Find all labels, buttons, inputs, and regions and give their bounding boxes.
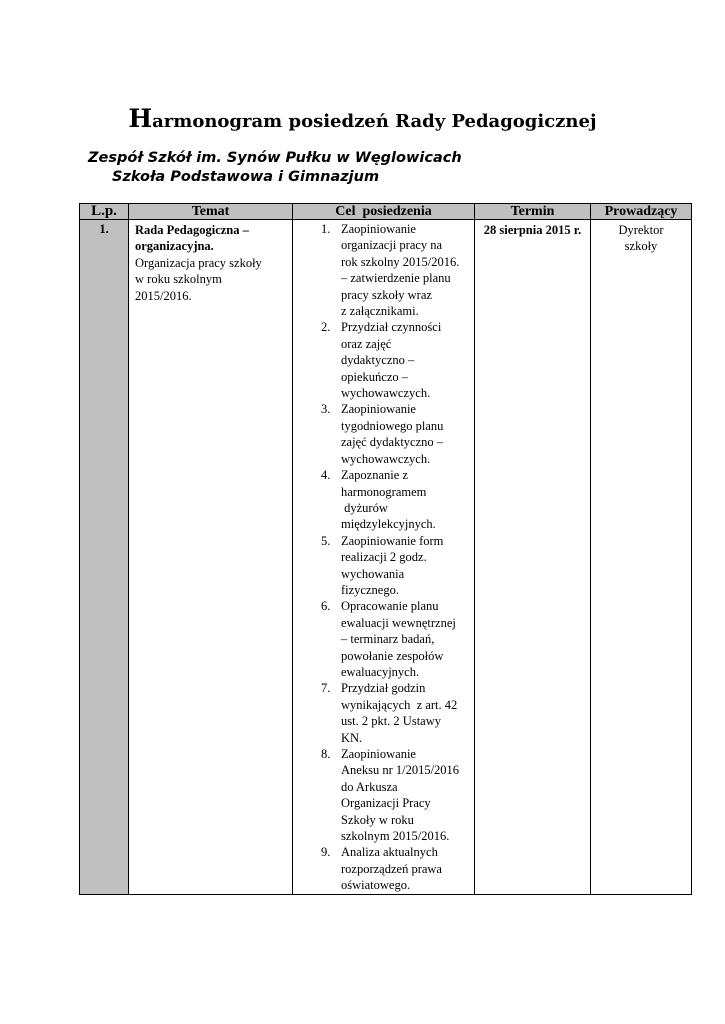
topic-title-line-1: Rada Pedagogiczna – [135, 223, 249, 237]
goal-line: – terminarz badań, [341, 632, 435, 647]
goal-line: Zaopiniowanie form [341, 533, 444, 548]
goal-line: Analiza aktualnych [341, 845, 438, 860]
goal-line: wynikających z art. 42 [341, 697, 458, 712]
header-termin: Termin [475, 204, 591, 220]
header-prowadzacy: Prowadzący [591, 204, 692, 220]
goal-number: 9. [321, 845, 331, 860]
goal-line: realizacji 2 godz. [341, 550, 427, 565]
topic-desc-line-3: 2015/2016. [135, 288, 192, 303]
page-title [0, 104, 725, 133]
topic-desc-line-1: Organizacja pracy szkoły [135, 255, 262, 270]
goal-line: dyżurów [341, 500, 388, 515]
goal-number: 1. [321, 222, 331, 236]
goal-line: powołanie zespołów [341, 648, 444, 663]
goal-item [293, 680, 474, 746]
goal-line: harmonogramem [341, 484, 427, 499]
goal-line: Szkoły w roku [341, 812, 414, 827]
goal-line: szkolnym 2015/2016. [341, 829, 450, 844]
goal-line: oświatowego. [341, 878, 411, 893]
goal-item [293, 746, 474, 844]
leader-line-1: Dyrektor [618, 223, 664, 237]
goal-line: Przydział czynności [341, 320, 442, 335]
goal-line: Zapoznanie z [341, 468, 408, 483]
goal-line: dydaktyczno – [341, 353, 415, 368]
goal-item [293, 467, 474, 533]
goal-number: 2. [321, 320, 331, 335]
goal-line: oraz zajęć [341, 336, 392, 351]
goal-number: 3. [321, 402, 331, 417]
goals-list [293, 220, 474, 894]
date-cell [475, 220, 591, 895]
goal-number: 6. [321, 599, 331, 614]
school-name: Zespół Szkół im. Synów Pułku w Węglowicach [88, 150, 462, 166]
goal-line: KN. [341, 730, 363, 745]
goal-line: Przydział godzin [341, 681, 426, 696]
goal-item [293, 533, 474, 599]
goal-item [293, 221, 474, 319]
goal-line: Organizacji Pracy [341, 796, 431, 811]
row-number: 1. [99, 222, 109, 236]
header-temat: Temat [129, 204, 293, 220]
goal-line: rok szkolny 2015/2016. [341, 254, 460, 269]
leader-cell [591, 220, 692, 895]
goal-line: z załącznikami. [341, 304, 419, 319]
goal-number: 5. [321, 533, 331, 548]
goal-line: Zaopiniowanie [341, 402, 416, 417]
title-initial: H [128, 104, 153, 133]
goal-item [293, 598, 474, 680]
goal-line: wychowawczych. [341, 451, 431, 466]
goal-number: 7. [321, 681, 331, 696]
header-lp: L.p. [80, 204, 129, 220]
goal-line: międzylekcyjnych. [341, 517, 436, 532]
goal-line: tygodniowego planu [341, 418, 444, 433]
goal-line: zajęć dydaktyczno – [341, 435, 444, 450]
goal-line: – zatwierdzenie planu [341, 271, 451, 286]
goal-line: ewaluacyjnych. [341, 664, 420, 679]
goal-line: Opracowanie planu [341, 599, 439, 614]
meeting-date: 28 sierpnia 2015 r. [483, 223, 582, 237]
goal-line: fizycznego. [341, 582, 399, 597]
goal-line: ewaluacji wewnętrznej [341, 615, 456, 630]
goal-item [293, 401, 474, 467]
goal-line: opiekuńczo – [341, 369, 408, 384]
goal-item [293, 319, 474, 401]
table-row [80, 220, 692, 895]
goal-line: Zaopiniowanie [341, 222, 416, 236]
goal-line: Aneksu nr 1/2015/2016 [341, 763, 460, 778]
header-cel: Cel posiedzenia [293, 204, 475, 220]
title-rest: armonogram posiedzeń Rady Pedagogicznej [152, 111, 597, 132]
schedule-table [79, 203, 692, 895]
goal-line: rozporządzeń prawa [341, 861, 442, 876]
goal-line: do Arkusza [341, 779, 398, 794]
topic-cell [129, 220, 293, 895]
goal-line: organizacji pracy na [341, 238, 443, 253]
goal-number: 4. [321, 468, 331, 483]
table-header-row [80, 204, 692, 220]
row-number-cell [80, 220, 129, 895]
goal-line: wychowania [341, 566, 405, 581]
goal-line: pracy szkoły wraz [341, 287, 432, 302]
goal-number: 8. [321, 747, 331, 761]
school-type: Szkoła Podstawowa i Gimnazjum [112, 169, 380, 185]
goal-line: Zaopiniowanie [341, 747, 416, 761]
leader-line-2: szkoły [624, 239, 658, 254]
goal-line: wychowawczych. [341, 386, 431, 401]
goals-cell [293, 220, 475, 895]
topic-title-line-2: organizacyjna. [135, 239, 214, 254]
topic-desc-line-2: w roku szkolnym [135, 272, 222, 287]
goal-item [293, 844, 474, 893]
goal-line: ust. 2 pkt. 2 Ustawy [341, 714, 441, 729]
